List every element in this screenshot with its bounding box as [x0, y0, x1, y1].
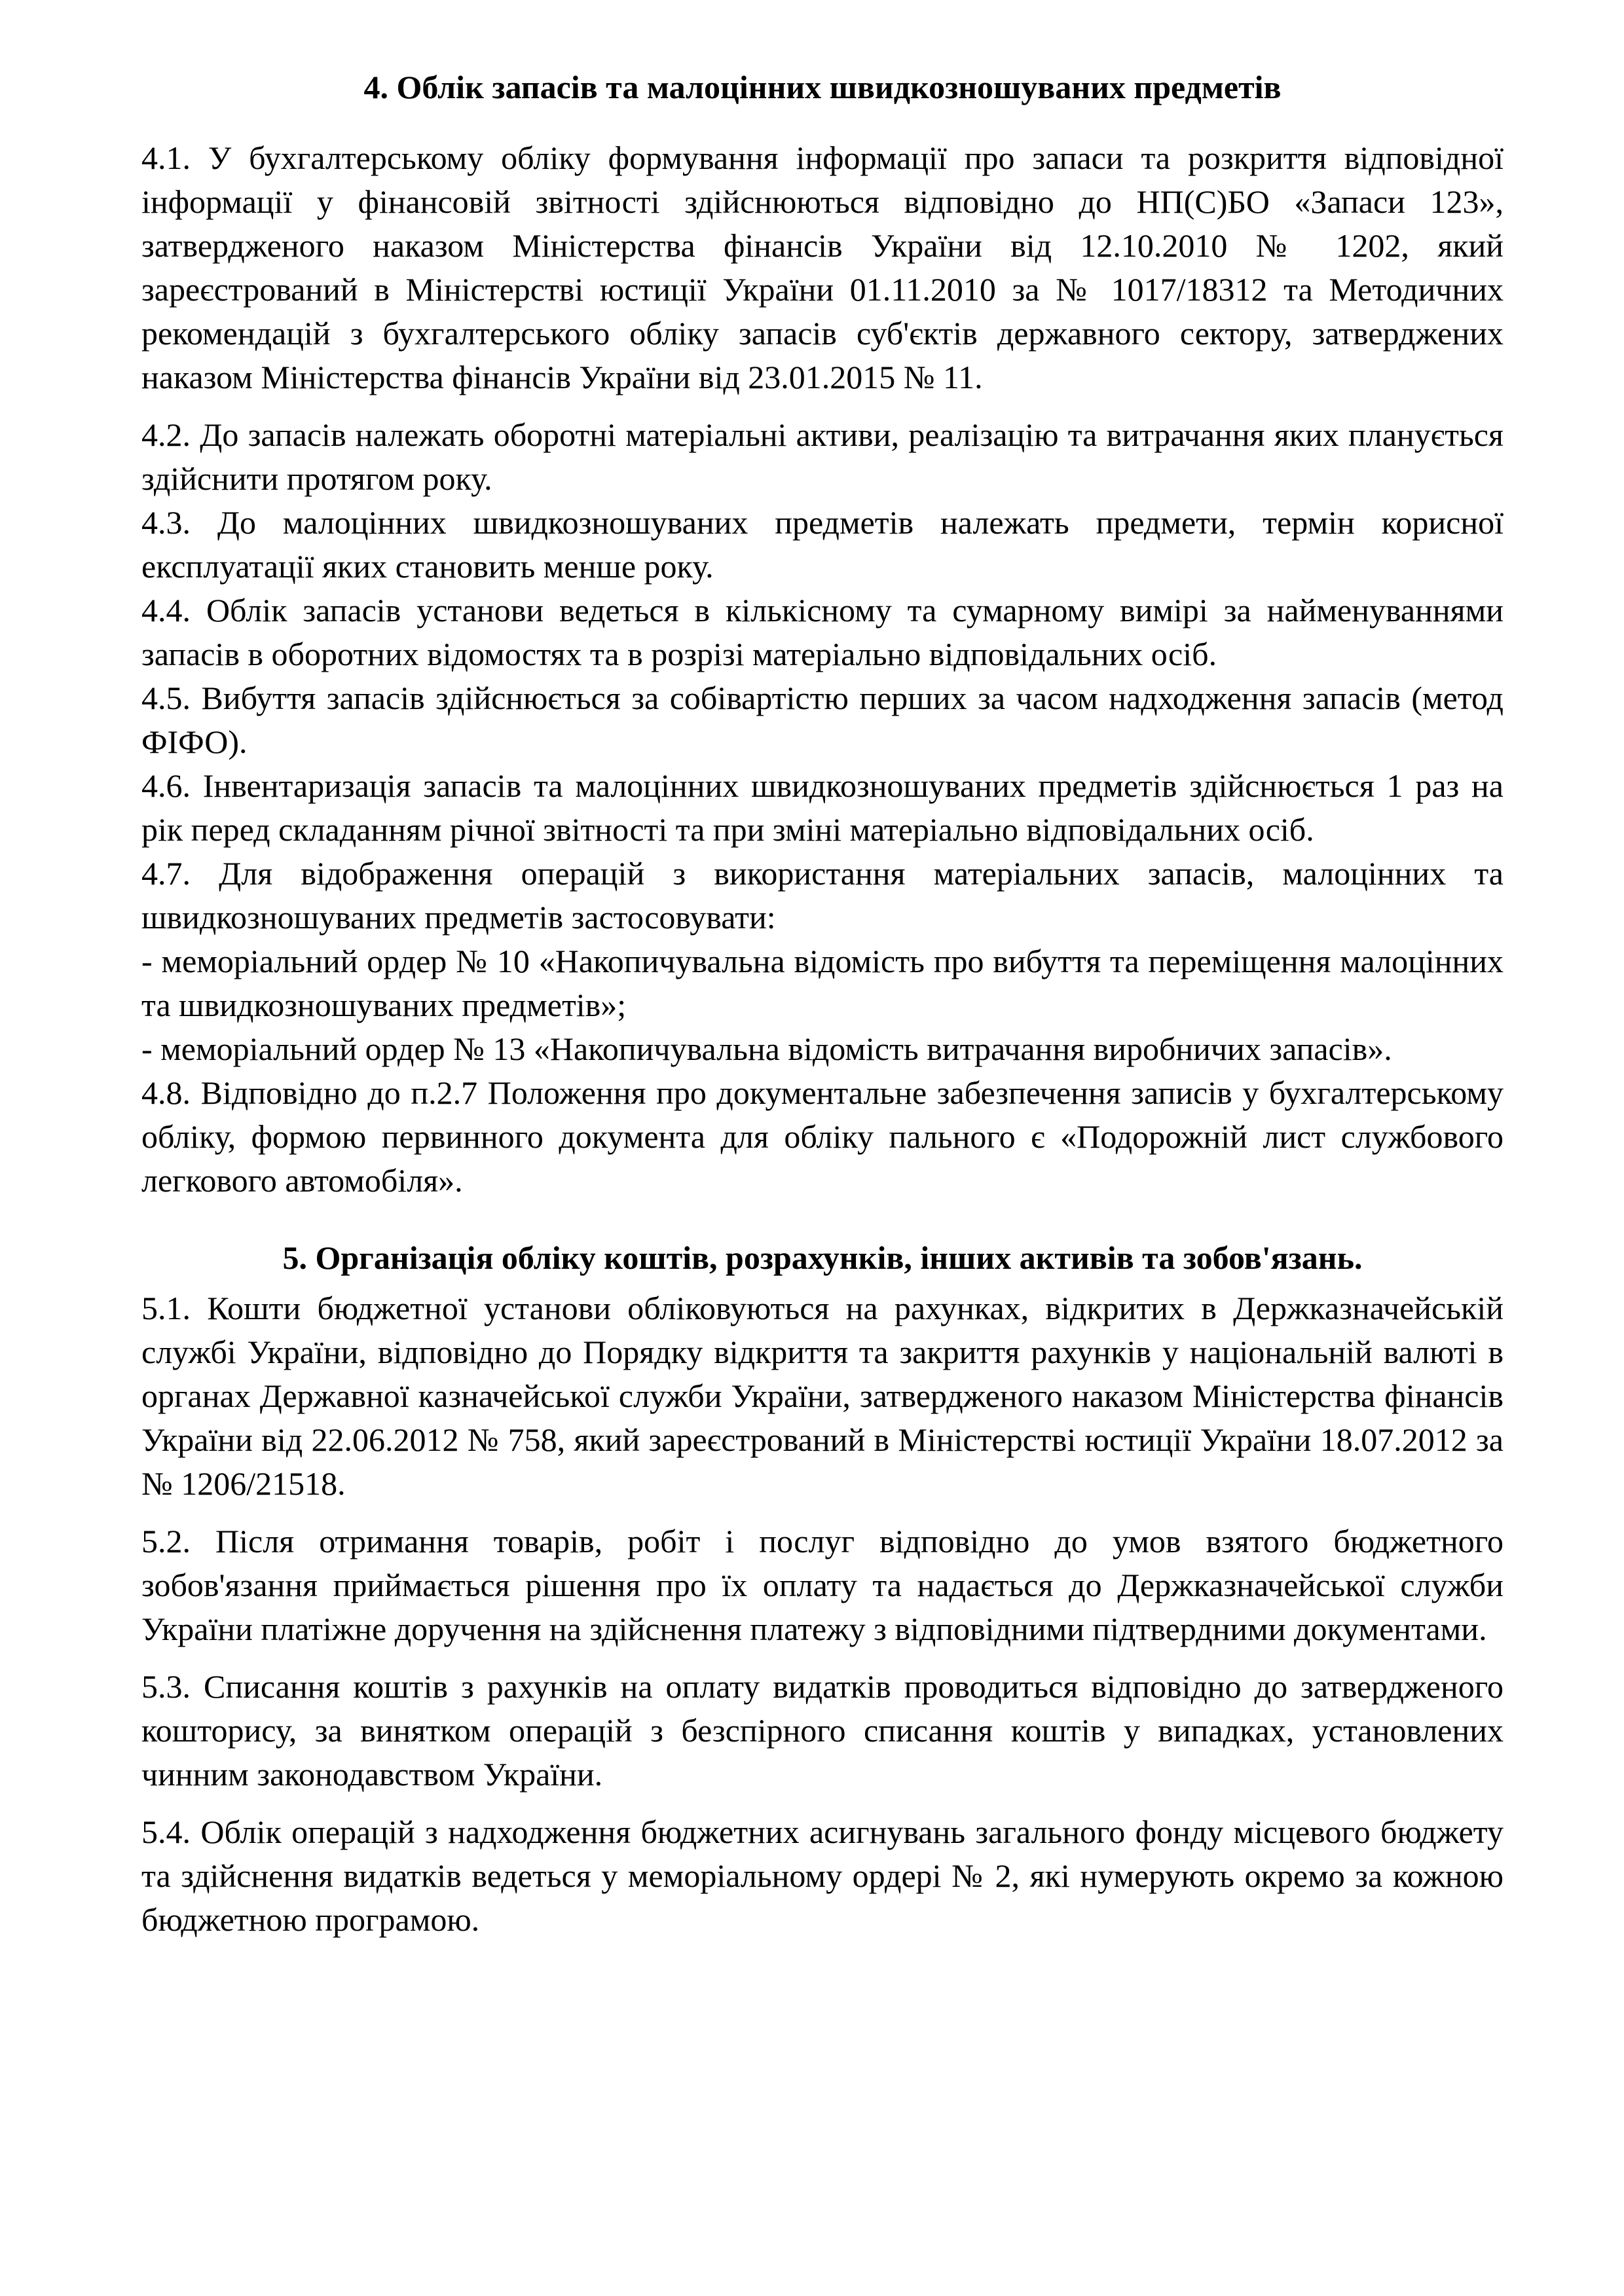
paragraph-4-2: 4.2. До запасів належать оборотні матеріальні активи, реалізацію та витрачання яких планується здійснити протягом року. — [141, 416, 1504, 497]
list-item-order-10: - меморіальний ордер № 10 «Накопичувальна відомість про вибуття та переміщення малоцінних та швидкозношуваних предметів»; — [141, 943, 1504, 1023]
list-item-order-13: - меморіальний ордер № 13 «Накопичувальна відомість витрачання виробничих запасів». — [141, 1030, 1392, 1067]
paragraph-4-5: 4.5. Вибуття запасів здійснюється за собівартістю перших за часом надходження запасів (метод ФІФО). — [141, 680, 1504, 760]
paragraph-4-8: 4.8. Відповідно до п.2.7 Положення про документальне забезпечення записів у бухгалтерському обліку, формою первинного документа для обліку пального є «Подорожній лист службового легкового автомобіля». — [141, 1074, 1504, 1199]
document-page — [141, 65, 1504, 1942]
paragraph-4-1: 4.1. У бухгалтерському обліку формування інформації про запаси та розкриття відповідної інформації у фінансовій звітності здійснюються відповідно до НП(С)БО «Запаси 123», затвердженого наказом Міністерства фінансів України від 12.10.2010 № 1202, який зареєстрований в Міністерстві юстиції України 01.11.2010 за № 1017/18312 та Методичних рекомендацій з бухгалтерського обліку запасів суб'єктів державного сектору, затверджених наказом Міністерства фінансів України від 23.01.2015 № 11. — [141, 139, 1504, 395]
paragraph-4-4: 4.4. Облік запасів установи ведеться в кількісному та сумарному вимірі за найменуваннями запасів в оборотних відомостях та в розрізі матеріально відповідальних осіб. — [141, 592, 1504, 672]
section-4-title: 4. Облік запасів та малоцінних швидкозношуваних предметів — [363, 69, 1282, 105]
paragraph-4-3: 4.3. До малоцінних швидкозношуваних предметів належать предмети, термін корисної експлуатації яких становить менше року. — [141, 504, 1504, 585]
section-5-title: 5. Організація обліку коштів, розрахунків, інших активів та зобов'язань. — [282, 1239, 1363, 1276]
paragraph-4-7: 4.7. Для відображення операцій з використання матеріальних запасів, малоцінних та швидкозношуваних предметів застосовувати: — [141, 855, 1504, 936]
paragraph-5-3: 5.3. Списання коштів з рахунків на оплату видатків проводиться відповідно до затвердженого кошторису, за винятком операцій з безспірного списання коштів у випадках, установлених чинним законодавством України. — [141, 1668, 1504, 1793]
paragraph-5-2: 5.2. Після отримання товарів, робіт і послуг відповідно до умов взятого бюджетного зобов'язання приймається рішення про їх оплату та надається до Держказначейської служби України платіжне доручення на здійснення платежу з відповідними підтвердними документами. — [141, 1523, 1504, 1647]
paragraph-5-4: 5.4. Облік операцій з надходження бюджетних асигнувань загального фонду місцевого бюджету та здійснення видатків ведеться у меморіальному ордері № 2, які нумерують окремо за кожною бюджетною програмою. — [141, 1813, 1504, 1938]
paragraph-4-6: 4.6. Інвентаризація запасів та малоцінних швидкозношуваних предметів здійснюється 1 раз на рік перед складанням річної звітності та при зміні матеріально відповідальних осіб. — [141, 767, 1504, 848]
paragraph-5-1: 5.1. Кошти бюджетної установи обліковуються на рахунках, відкритих в Держказначейській службі України, відповідно до Порядку відкриття та закриття рахунків у національній валюті в органах Державної казначейської служби України, затвердженого наказом Міністерства фінансів України від 22.06.2012 № 758, який зареєстрований в Міністерстві юстиції України 18.07.2012 за № 1206/21518. — [141, 1290, 1504, 1502]
